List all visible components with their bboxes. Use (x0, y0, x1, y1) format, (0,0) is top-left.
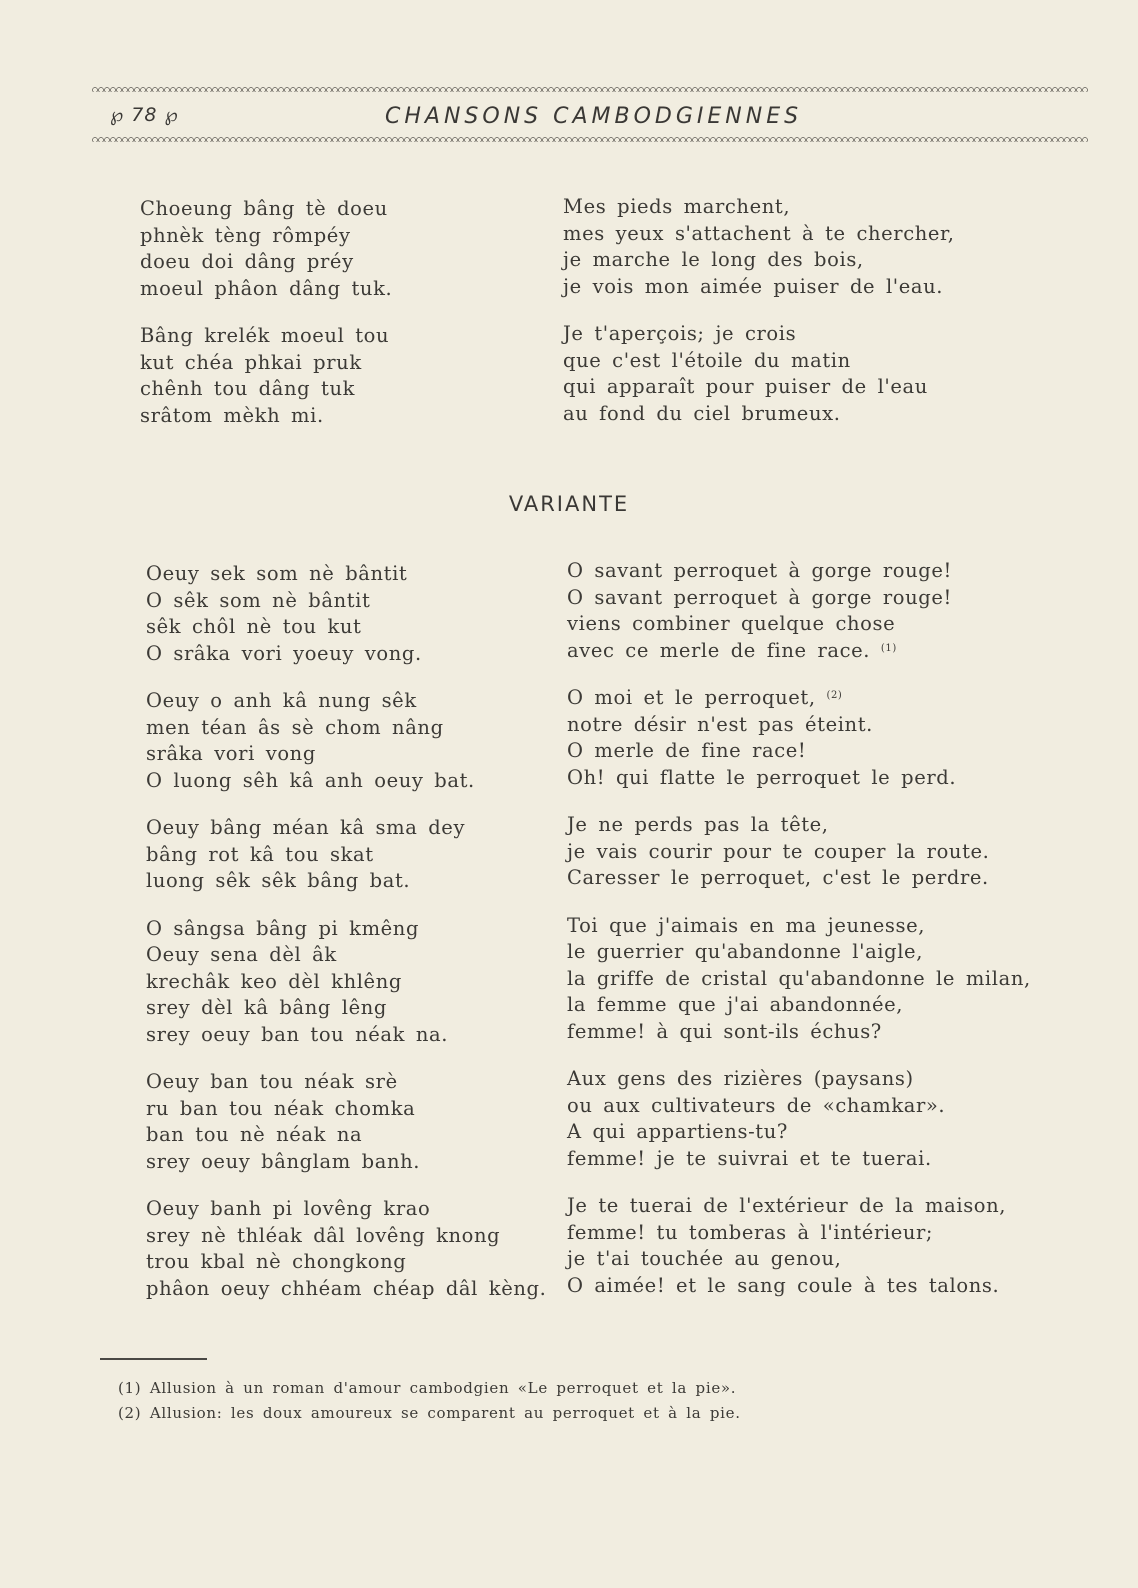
opening-french-stanza-1 (563, 194, 955, 300)
verse-line: Oeuy banh pi lovêng krao (146, 1197, 431, 1220)
verse-line: Je te tuerai de l'extérieur de la maison, (567, 1194, 1007, 1217)
section-title: VARIANTE (508, 492, 630, 516)
header-bottom-rule (92, 134, 1088, 142)
khmer-stanza (146, 815, 546, 895)
verse-line: je vois mon aimée puiser de l'eau. (563, 274, 944, 298)
french-stanza (567, 558, 1031, 664)
verse-line: srey dèl kâ bâng lêng (146, 996, 387, 1019)
verse-line: O aimée! et le sang coule à tes talons. (567, 1273, 1000, 1297)
verse-line: phnèk tèng rômpéy (140, 223, 351, 247)
verse-line: Oeuy ban tou néak srè (146, 1070, 398, 1093)
khmer-stanza (146, 1196, 546, 1302)
verse-line: que c'est l'étoile du matin (563, 348, 851, 372)
verse-line: Oeuy sena dèl âk (146, 943, 337, 966)
page-number: ℘ 78 ℘ (110, 104, 179, 126)
verse-line: srâka vori vong (146, 742, 316, 765)
footnote-rule (100, 1358, 207, 1360)
verse-line: men téan âs sè chom nâng (146, 715, 444, 739)
verse-line: moeul phâon dâng tuk. (140, 276, 393, 300)
verse-line: Oeuy o anh kâ nung sêk (146, 689, 417, 712)
verse-line: O sêk som nè bântit (146, 588, 371, 612)
verse-line: Caresser le perroquet, c'est le perdre. (567, 866, 989, 889)
verse-line: notre désir n'est pas éteint. (567, 712, 873, 736)
opening-french-stanza-2 (563, 321, 955, 427)
verse-line: doeu doi dâng préy (140, 250, 354, 273)
verse-line: srey oeuy bânglam banh. (146, 1149, 421, 1173)
verse-line: bâng rot kâ tou skat (146, 842, 374, 866)
verse-line: Bâng krelék moeul tou (140, 324, 390, 347)
verse-line: avec ce merle de fine race. $^{(1)}$ (567, 638, 897, 662)
verse-line: ou aux cultivateurs de «chamkar». (567, 1093, 946, 1117)
verse-line: Choeung bâng tè doeu (140, 197, 388, 220)
verse-line: chênh tou dâng tuk (140, 377, 356, 400)
verse-line: je vais courir pour te couper la route. (567, 839, 990, 863)
verse-line: au fond du ciel brumeux. (563, 401, 841, 425)
french-stanza (567, 913, 1031, 1046)
variante-french-column (567, 558, 1031, 1299)
verse-line: la griffe de cristal qu'abandonne le milan, (567, 966, 1031, 990)
verse-line: trou kbal nè chongkong (146, 1250, 407, 1273)
verse-line: mes yeux s'attachent à te chercher, (563, 221, 955, 245)
verse-line: srey oeuy ban tou néak na. (146, 1022, 449, 1046)
verse-line: srey nè thléak dâl lovêng knong (146, 1223, 501, 1247)
variante-khmer-column (146, 561, 546, 1302)
verse-line: O sângsa bâng pi kmêng (146, 916, 420, 940)
footnote-1: (1) Allusion à un roman d'amour cambodgien «Le perroquet et la pie». (118, 1379, 737, 1397)
footnote-ref-2: (2) (826, 690, 843, 701)
verse-line: O luong sêh kâ anh oeuy bat. (146, 768, 475, 792)
verse-line: Je t'aperçois; je crois (563, 322, 797, 345)
verse-line: femme! à qui sont-ils échus? (567, 1019, 882, 1043)
verse-line: srâtom mèkh mi. (140, 403, 324, 427)
verse-line: O srâka vori yoeuy vong. (146, 641, 422, 665)
verse-line: O savant perroquet à gorge rouge! (567, 585, 952, 609)
khmer-stanza (146, 1069, 546, 1175)
french-stanza (567, 1193, 1031, 1299)
verse-line: ru ban tou néak chomka (146, 1096, 416, 1120)
verse-line: la femme que j'ai abandonnée, (567, 993, 904, 1016)
verse-line: sêk chôl nè tou kut (146, 615, 362, 638)
verse-line: luong sêk sêk bâng bat. (146, 869, 411, 892)
verse-line: je marche le long des bois, (563, 248, 864, 271)
khmer-stanza (146, 561, 546, 667)
french-stanza (567, 685, 1031, 791)
verse-line: Oh! qui flatte le perroquet le perd. (567, 765, 957, 789)
verse-line: O moi et le perroquet, $^{(2)}$ (567, 686, 843, 709)
verse-line: Aux gens des rizières (paysans) (567, 1067, 914, 1090)
running-header (110, 104, 1090, 132)
header-top-rule (92, 84, 1088, 92)
opening-khmer-stanza-2 (140, 323, 392, 429)
verse-line: je t'ai touchée au genou, (567, 1247, 842, 1270)
khmer-stanza (146, 916, 546, 1049)
verse-line: O savant perroquet à gorge rouge! (567, 559, 952, 582)
opening-khmer-column (140, 196, 392, 429)
verse-line: le guerrier qu'abandonne l'aigle, (567, 940, 923, 963)
verse-line: O merle de fine race! (567, 739, 807, 762)
running-title: CHANSONS CAMBODGIENNES (385, 104, 803, 129)
verse-line: krechâk keo dèl khlêng (146, 969, 402, 993)
verse-line: viens combiner quelque chose (567, 612, 896, 635)
verse-line: Mes pieds marchent, (563, 195, 791, 218)
verse-line: kut chéa phkai pruk (140, 350, 362, 374)
verse-line: Oeuy sek som nè bântit (146, 562, 408, 585)
french-stanza (567, 1066, 1031, 1172)
opening-khmer-stanza-1 (140, 196, 392, 302)
verse-line: qui apparaît pour puiser de l'eau (563, 375, 928, 398)
verse-line: femme! tu tomberas à l'intérieur; (567, 1220, 934, 1244)
verse-line: phâon oeuy chhéam chéap dâl kèng. (146, 1276, 547, 1300)
verse-line: Je ne perds pas la tête, (567, 813, 829, 836)
verse-line: A qui appartiens-tu? (567, 1120, 788, 1143)
footnote-ref-1: (1) (880, 642, 897, 654)
footnote-2: (2) Allusion: les doux amoureux se comparent au perroquet et à la pie. (118, 1404, 741, 1422)
verse-line: femme! je te suivrai et te tuerai. (567, 1146, 932, 1170)
french-stanza (567, 812, 1031, 892)
verse-line: Toi que j'aimais en ma jeunesse, (567, 913, 926, 937)
khmer-stanza (146, 688, 546, 794)
verse-line: ban tou nè néak na (146, 1123, 363, 1146)
footnotes (118, 1376, 741, 1426)
opening-french-column (563, 194, 955, 427)
verse-line: Oeuy bâng méan kâ sma dey (146, 816, 466, 839)
